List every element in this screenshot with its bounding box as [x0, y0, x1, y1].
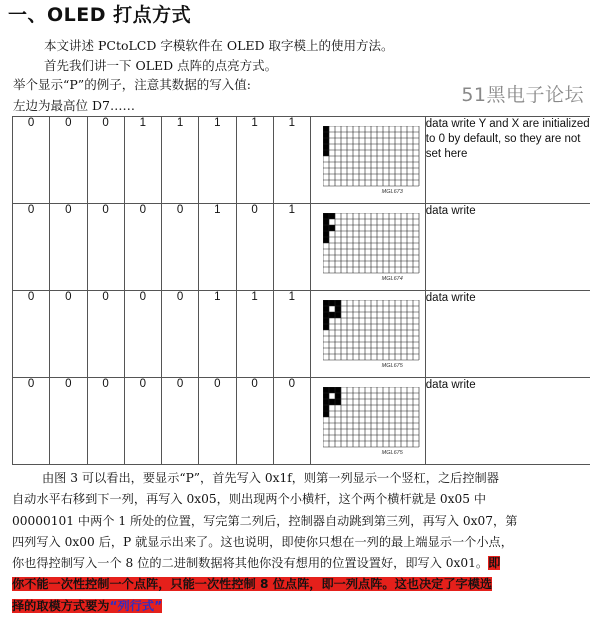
- body-line-3: 00000101 中两个 1 所处的位置，写完第二列后，控制器自动跳到第三列，再写入 0x07，第: [12, 511, 584, 532]
- table-row: [13, 117, 590, 204]
- bit-cell: 0: [13, 204, 50, 291]
- body-line-1: 由图 3 可以看出，要显示“P”，首先写入 0x1f，则第一列显示一个竖杠，之后控制器: [12, 468, 584, 489]
- note-cell: data write: [425, 204, 590, 291]
- bit-cell: 0: [236, 378, 273, 465]
- bit-cell: 0: [162, 204, 199, 291]
- table-row: [13, 204, 590, 291]
- bit-cell: 0: [87, 378, 124, 465]
- lit-pixel: [323, 318, 329, 324]
- bit-cell: 0: [124, 378, 161, 465]
- bit-cell: 0: [162, 291, 199, 378]
- lit-pixel: [323, 399, 329, 405]
- bit-cell: 0: [87, 291, 124, 378]
- bit-cell: 0: [50, 291, 87, 378]
- lit-pixel: [323, 393, 329, 399]
- note-cell: data write Y and X are initialized to 0 by default, so they are not set here: [425, 117, 590, 204]
- bit-cell: 1: [162, 117, 199, 204]
- pixel-grid-icon: [323, 300, 421, 362]
- table-row: [13, 378, 590, 465]
- lit-pixel: [323, 324, 329, 330]
- lit-pixel: [329, 300, 335, 306]
- section-heading: 一、OLED 打点方式: [8, 0, 191, 27]
- pixel-grid-icon: [323, 387, 421, 449]
- lit-pixel: [323, 132, 329, 138]
- lit-pixel: [323, 405, 329, 411]
- lit-pixel: [335, 306, 341, 312]
- bit-cell: 0: [13, 378, 50, 465]
- lit-pixel: [335, 312, 341, 318]
- bit-cell: 1: [273, 291, 310, 378]
- lit-pixel: [323, 150, 329, 156]
- body-line-5: [12, 553, 584, 574]
- figure-label: MGL673: [382, 189, 403, 195]
- oled-pixel-figure: [311, 291, 426, 378]
- lit-pixel: [329, 312, 335, 318]
- note-cell: data write: [425, 378, 590, 465]
- bit-cell: 0: [124, 291, 161, 378]
- bit-cell: 1: [236, 117, 273, 204]
- bit-cell: 0: [273, 378, 310, 465]
- bit-cell: 0: [87, 204, 124, 291]
- pixel-grid-icon: [323, 126, 421, 188]
- body-line-2: 自动水平右移到下一列，再写入 0x05，则出现两个小横杆，这个两个横杆就是 0x05 中: [12, 489, 584, 510]
- intro-line-2: 首先我们讲一下 OLED 点阵的点亮方式。: [44, 56, 277, 74]
- note-cell: data write: [425, 291, 590, 378]
- highlight-start: 即: [488, 556, 500, 570]
- figure-label: MGL675: [382, 363, 403, 369]
- bit-cell: 0: [13, 117, 50, 204]
- highlight-line-2: [12, 574, 584, 595]
- lit-pixel: [323, 213, 329, 219]
- bit-cell: 0: [87, 117, 124, 204]
- oled-pixel-figure: [311, 117, 426, 204]
- body-line-5-text: 你也得控制写入一个 8 位的二进制数据将其他你没有想用的位置设置好，即写入 0x01。: [12, 556, 488, 570]
- lit-pixel: [329, 399, 335, 405]
- lit-pixel: [323, 411, 329, 417]
- bit-cell: 1: [199, 117, 236, 204]
- lit-pixel: [335, 300, 341, 306]
- lit-pixel: [323, 312, 329, 318]
- lit-pixel: [323, 126, 329, 132]
- body-line-4: 四列写入 0x00 后，P 就显示出来了。这也说明，即使你只想在一列的最上端显示一个小点，: [12, 532, 584, 553]
- intro-line-3: 举个显示“P”的例子，注意其数据的写入值:: [13, 75, 251, 93]
- lit-pixel: [323, 306, 329, 312]
- watermark-text: 51黑电子论坛: [461, 80, 584, 107]
- highlight-text-2: 你不能一次性控制一个点阵，只能一次性控制 8 位点阵，即一列点阵。这也决定了字模选: [12, 577, 492, 591]
- bit-cell: 1: [273, 204, 310, 291]
- explanation-paragraph: [12, 468, 584, 617]
- bit-cell: 1: [124, 117, 161, 204]
- lit-pixel: [323, 237, 329, 243]
- lit-pixel: [323, 138, 329, 144]
- intro-line-4: 左边为最高位 D7……: [13, 96, 135, 114]
- pixel-grid-icon: [323, 213, 421, 275]
- bit-cell: 1: [273, 117, 310, 204]
- lit-pixel: [335, 387, 341, 393]
- figure-label: MGL675: [382, 450, 403, 456]
- lit-pixel: [323, 219, 329, 225]
- lit-pixel: [329, 387, 335, 393]
- lit-pixel: [323, 300, 329, 306]
- highlight-quote: “列行式”: [110, 599, 163, 613]
- bit-cell: 0: [50, 117, 87, 204]
- bit-cell: 0: [50, 378, 87, 465]
- lit-pixel: [329, 213, 335, 219]
- bit-cell: 0: [162, 378, 199, 465]
- bit-cell: 1: [199, 204, 236, 291]
- lit-pixel: [323, 231, 329, 237]
- bit-cell: 0: [199, 378, 236, 465]
- lit-pixel: [323, 387, 329, 393]
- bit-cell: 1: [236, 291, 273, 378]
- oled-example-table: [12, 116, 590, 465]
- bit-cell: 0: [13, 291, 50, 378]
- oled-pixel-figure: [311, 204, 426, 291]
- bit-cell: 0: [124, 204, 161, 291]
- lit-pixel: [323, 144, 329, 150]
- lit-pixel: [335, 393, 341, 399]
- bit-cell: 1: [199, 291, 236, 378]
- highlight-text-3: 择的取模方式要为: [12, 599, 110, 613]
- intro-line-1: 本文讲述 PCtoLCD 字模软件在 OLED 取字模上的使用方法。: [44, 36, 394, 54]
- table-row: [13, 291, 590, 378]
- lit-pixel: [323, 225, 329, 231]
- figure-label: MGL674: [382, 276, 403, 282]
- lit-pixel: [335, 399, 341, 405]
- oled-pixel-figure: [311, 378, 426, 465]
- highlight-line-3: [12, 596, 584, 617]
- bit-cell: 0: [236, 204, 273, 291]
- bit-cell: 0: [50, 204, 87, 291]
- lit-pixel: [329, 225, 335, 231]
